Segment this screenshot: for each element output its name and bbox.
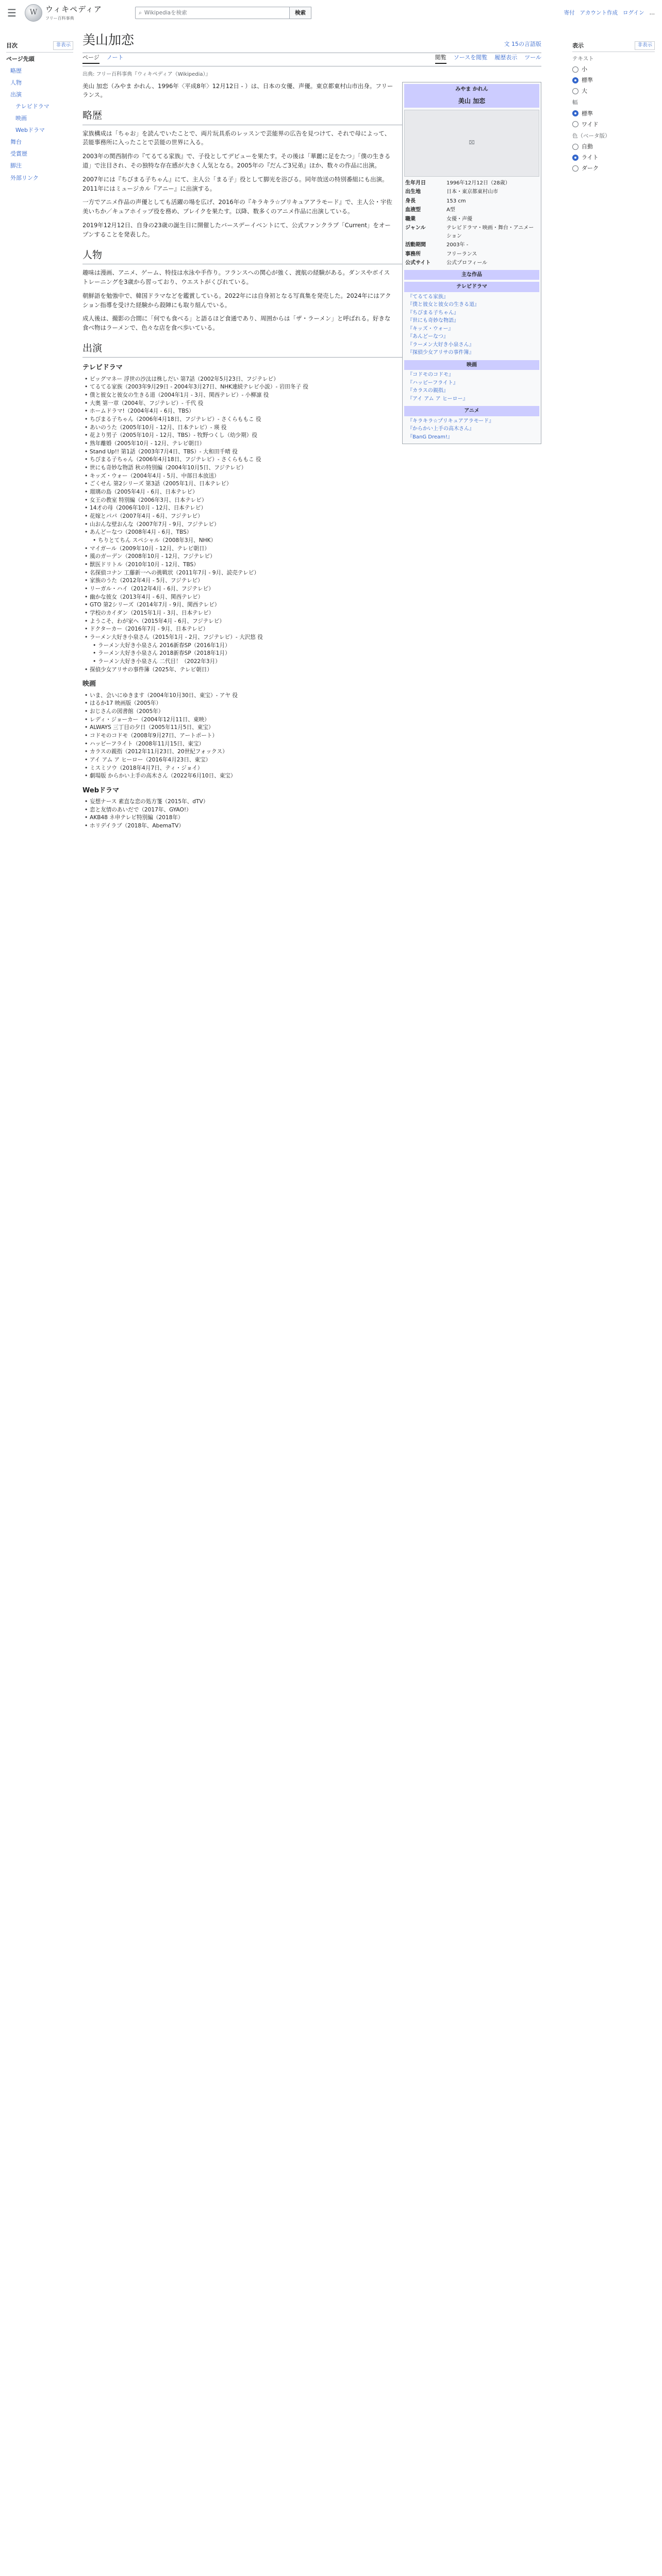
color-option[interactable] <box>572 141 655 152</box>
article-body <box>82 82 541 831</box>
toc-item[interactable]: 受賞歴 <box>10 150 27 158</box>
infobox-work-link[interactable]: 『あんどーなつ』 <box>407 334 449 340</box>
user-tool-link[interactable]: 寄付 <box>564 9 575 16</box>
tv-drama-item: • あいのうた（2005年10月 - 12月、日本テレビ）- 瑛 役 <box>82 424 541 432</box>
infobox-works-heading: 主な作品 <box>404 270 539 280</box>
infobox-value: フリーランス <box>446 251 477 257</box>
tv-drama-item: • 熟年離婚（2005年10月 - 12月、テレビ朝日） <box>82 440 541 448</box>
infobox-key: 事務所 <box>405 251 421 257</box>
career-paragraph: 一方でアニメ作品の声優としても活躍の場を広げ、2016年の『キラキラ☆プリキュアアラモード』で、主人公・宇佐美いちか／キュアホイップ役を務め、ブレイクを果たす。以降、数多くのアニメ作品に出演している。 <box>82 198 392 215</box>
tv-drama-item: • 僕と彼女と彼女の生きる道（2004年1月 - 3月、関西テレビ）- 小柳凛 役 <box>82 392 541 400</box>
subsection-web-drama: Webドラマ <box>82 786 119 794</box>
radio-icon <box>572 144 578 150</box>
toc-item[interactable]: 脚注 <box>10 162 22 170</box>
section-appearances: 出演 <box>82 341 541 358</box>
infobox-works-list <box>404 292 539 358</box>
radio-icon <box>572 110 578 116</box>
tv-drama-item: • ラーメン大好き小泉さん 二代目！（2022年3月） <box>82 658 541 666</box>
web-drama-item: • ホリデイラブ（2018年、AbemaTV） <box>82 822 541 831</box>
infobox-work-link[interactable]: 『僕と彼女と彼女の生きる道』 <box>407 302 479 308</box>
tv-drama-item: • キッズ・ウォー（2004年4月 - 5月、中部日本放送） <box>82 472 541 481</box>
infobox-work-link[interactable]: 『カラスの親指』 <box>407 388 449 394</box>
radio-icon <box>572 77 578 83</box>
career-paragraph: 2007年には『ちびまる子ちゃん』にて、主人公「まる子」役として脚光を浴びる。同年放送の特別番組にも出演。2011年にはミュージカル『アニー』に出演する。 <box>82 175 388 192</box>
page-tabs <box>82 53 541 66</box>
infobox-work-link[interactable]: 『アイ アム ア ヒーロー』 <box>407 396 468 402</box>
infobox-row <box>404 179 539 188</box>
tv-drama-item: • ちびまる子ちゃん（2006年4月18日、フジテレビ）- さくらももこ 役 <box>82 456 541 464</box>
infobox-key: 血液型 <box>405 207 421 213</box>
career-paragraph: 2003年の関西制作の『てるてる家族』で、子役としてデビューを果たす。その後は「華麗に足をたつ」「僕の生きる道」で注目され、その独特な存在感が大きく人気となる。2005年の『だんご3兄弟』ほか、数々の作品に出演。 <box>82 152 391 169</box>
width-option[interactable] <box>572 108 655 119</box>
color-option-label: ダーク <box>582 165 599 172</box>
infobox-name: 美山 加恋 <box>404 95 539 108</box>
film-item: • いま、会いにゆきます（2004年10月30日、東宝）- アヤ 役 <box>82 692 541 700</box>
toc-item[interactable]: 人物 <box>10 79 22 87</box>
user-tool-link[interactable]: ログイン <box>623 9 644 16</box>
film-item: • コドモのコドモ（2008年9月27日、アートポート） <box>82 732 541 740</box>
search-button[interactable]: 検索 <box>290 7 311 19</box>
infobox-row <box>404 197 539 206</box>
width-label: 幅 <box>572 99 578 106</box>
toc-item[interactable]: ページ先頭 <box>6 56 35 63</box>
color-label: 色（ベータ版） <box>572 132 610 139</box>
toc-item[interactable]: 出演 <box>10 91 22 98</box>
width-option-label: 標準 <box>582 110 593 117</box>
page-title: 美山加恋 文 15の言語版 <box>82 28 541 53</box>
infobox-key: 公式サイト <box>405 260 431 266</box>
career-paragraph: 2019年12月12日、自身の23歳の誕生日に開催したバースデーイベントにて、公式ファンクラブ「Current」をオープンすることを発表した。 <box>82 222 391 238</box>
infobox-row <box>404 241 539 250</box>
text-size-option[interactable] <box>572 86 655 96</box>
site-sub: 出典: フリー百科事典『ウィキペディア（Wikipedia）』 <box>82 72 211 77</box>
web-drama-item: • AKB48 ネ申テレビ特別編（2018年） <box>82 814 541 822</box>
toc-item[interactable]: テレビドラマ <box>15 103 49 110</box>
tab-action[interactable]: ソースを閲覧 <box>453 54 488 61</box>
film-item: • カラスの親指（2012年11月23日、20世紀フォックス） <box>82 748 541 756</box>
infobox-row <box>404 188 539 197</box>
color-option[interactable] <box>572 163 655 174</box>
infobox-key: ジャンル <box>405 225 426 231</box>
infobox-photo: ⌧ <box>404 110 539 177</box>
infobox-work-link[interactable]: 『探偵少女アリサの事件簿』 <box>407 350 474 356</box>
text-size-option-label: 標準 <box>582 77 593 84</box>
infobox-work-link[interactable]: 『ハッピーフライト』 <box>407 380 458 386</box>
toc-item[interactable]: Webドラマ <box>15 127 45 134</box>
tv-drama-item: • てるてる家族（2003年9月29日 - 2004年3月27日、NHK連続テレビ小説）- 岩田冬子 役 <box>82 383 541 392</box>
text-size-option[interactable] <box>572 64 655 75</box>
infobox-row <box>404 259 539 268</box>
site-header <box>0 0 662 26</box>
film-item: • おじさんの図書館（2005年） <box>82 708 541 716</box>
text-size-option-label: 小 <box>582 66 587 73</box>
logo-title: ウィキペディア <box>45 5 102 14</box>
infobox-key: 出生地 <box>405 189 421 195</box>
infobox-work-link[interactable]: 『コドモのコドモ』 <box>407 372 454 378</box>
lead-paragraph: 美山 加恋（みやま かれん、1996年〈平成8年〉12月12日 - ）は、日本の女優、声優。東京都東村山市出身。フリーランス。 <box>82 82 393 99</box>
web-drama-item: • 妄想ナース 素直な恋の処方箋（2015年、dTV） <box>82 798 541 806</box>
text-size-option[interactable] <box>572 75 655 86</box>
infobox-works-group: 映画 <box>404 360 539 370</box>
tv-drama-item: • ラーメン大好き小泉さん 2018新春SP（2018年1月） <box>82 650 541 658</box>
tv-drama-item: • 14才の母（2006年10月 - 12月、日本テレビ） <box>82 504 541 513</box>
tv-drama-item: • GTO 第2シリーズ（2014年7月 - 9月、関西テレビ） <box>82 601 541 609</box>
infobox-value: テレビドラマ・映画・舞台・アニメーション <box>446 225 534 239</box>
radio-icon <box>572 88 578 94</box>
infobox-row <box>404 206 539 215</box>
tv-drama-item: • 学校のカイダン（2015年1月 - 3月、日本テレビ） <box>82 609 541 618</box>
tab-action[interactable]: 閲覧 <box>435 53 446 64</box>
tv-drama-item: • 獣医ドリトル（2010年10月 - 12月、TBS） <box>82 561 541 569</box>
infobox-work-link[interactable]: 『BanG Dream!』 <box>407 434 453 440</box>
infobox-key: 職業 <box>405 216 416 222</box>
tab-action[interactable]: 履歴表示 <box>494 54 518 61</box>
film-item: • 劇場版 からかい上手の高木さん（2022年6月10日、東宝） <box>82 772 541 781</box>
person-paragraph: 趣味は漫画、アニメ、ゲーム、特技は水泳や手作り。フランスへの関心が強く、渡航の経験がある。ダンスやボイストレーニングを3歳から習っており、ウエストがくびれている。 <box>82 269 390 285</box>
person-paragraph: 成人後は、撮影の合間に「何でも食べる」と語るほど食通であり、周囲からは「ザ・ラーメン」と呼ばれる。好きな食べ物はラーメンで、色々な店を食べ歩いている。 <box>82 315 391 332</box>
infobox-value: 女優・声優 <box>446 216 472 222</box>
infobox-name-kana: みやま かれん <box>404 84 539 95</box>
text-size-option-label: 大 <box>582 88 587 95</box>
logo-subtitle: フリー百科事典 <box>45 16 74 21</box>
infobox-work-link[interactable]: 『てるてる家族』 <box>407 294 449 300</box>
tv-drama-item: • 女王の教室 特別編（2006年3月、日本テレビ） <box>82 497 541 505</box>
width-option-label: ワイド <box>582 121 599 128</box>
infobox-work-link[interactable]: 『からかい上手の高木さん』 <box>407 426 474 432</box>
toc-item[interactable]: 映画 <box>15 115 27 122</box>
radio-icon <box>572 121 578 127</box>
color-option-label: ライト <box>582 154 599 161</box>
infobox-value: 公式プロフィール <box>446 260 487 266</box>
tv-drama-item: • 風のガーデン（2008年10月 - 12月、フジテレビ） <box>82 553 541 561</box>
search-icon: ⌕ <box>139 9 142 16</box>
more-tools-icon[interactable]: … <box>649 9 655 16</box>
tv-drama-item: • Stand Up!! 第1話（2003年7月4日、TBS）- 大和田千晴 役 <box>82 448 541 456</box>
infobox-value: A型 <box>446 207 455 213</box>
appearance-heading: 表示 非表示 <box>572 41 655 52</box>
infobox-key: 生年月日 <box>405 180 426 186</box>
tv-drama-item: • ようこそ、わが家へ（2015年4月 - 6月、フジテレビ） <box>82 618 541 626</box>
infobox-value: 日本・東京都東村山市 <box>446 189 498 195</box>
toc-item[interactable]: 外部リンク <box>10 174 39 181</box>
subsection-film: 映画 <box>82 680 96 688</box>
infobox-value: 1996年12月12日（28歳） <box>446 180 510 186</box>
infobox-works-group: アニメ <box>404 406 539 416</box>
radio-icon <box>572 165 578 172</box>
infobox-key: 身長 <box>405 198 416 204</box>
radio-icon <box>572 66 578 73</box>
tv-drama-item: • ラーメン大好き小泉さん（2015年1月 - 2月、フジテレビ）- 大沢悠 役 <box>82 634 541 642</box>
tv-drama-item: • 花嫁とパパ（2007年4月 - 6月、フジテレビ） <box>82 513 541 521</box>
tv-drama-item: • ドクターカー（2016年7月 - 9月、日本テレビ） <box>82 625 541 634</box>
toc-item[interactable]: 略歴 <box>10 67 22 75</box>
film-item: • ハッピーフライト（2008年11月15日、東宝） <box>82 740 541 749</box>
film-item: • アイ アム ア ヒーロー（2016年4月23日、東宝） <box>82 756 541 765</box>
user-tool-link[interactable]: アカウント作成 <box>580 9 618 16</box>
toc-hide-button[interactable]: 非表示 <box>53 41 73 50</box>
tab-page[interactable]: ページ <box>82 53 100 64</box>
infobox-work-link[interactable]: 『ラーメン大好き小泉さん』 <box>407 342 474 348</box>
color-option[interactable] <box>572 152 655 163</box>
tv-drama-item: • リーガル・ハイ（2012年4月 - 6月、フジテレビ） <box>82 585 541 594</box>
infobox-work-link[interactable]: 『キラキラ☆プリキュアアラモード』 <box>407 418 494 424</box>
toc-heading: 目次 非表示 <box>6 41 73 53</box>
toc-item[interactable]: 舞台 <box>10 139 22 146</box>
main-menu-icon[interactable]: ☰ <box>7 6 16 19</box>
section-career: 略歴 <box>82 108 541 125</box>
infobox-works-group: テレビドラマ <box>404 282 539 292</box>
web-drama-item: • 恋と友情のあいだで（2017年、GYAO!） <box>82 806 541 815</box>
text-size-label: テキスト <box>572 56 594 62</box>
tv-drama-item: • ビッグマネー 浮世の沙汰は株しだい 第7話（2002年5月23日、フジテレビ） <box>82 376 541 384</box>
wikipedia-logo[interactable] <box>25 4 128 22</box>
tv-drama-item: • 瑠璃の島（2005年4月 - 6月、日本テレビ） <box>82 488 541 497</box>
tv-drama-item: • あんどーなつ（2008年4月 - 6月、TBS） <box>82 529 541 537</box>
tv-drama-item: • ちりとてちん スペシャル（2008年3月、NHK） <box>82 537 541 545</box>
tv-drama-item: • 大奥 第一章（2004年、フジテレビ）- 千代 役 <box>82 400 541 408</box>
person-paragraph: 朝鮮語を勉強中で、韓国ドラマなどを鑑賞している。2022年には自身初となる写真集を発売した。2024年にはアクション指導を受けた経験から殺陣にも取り組んでいる。 <box>82 292 391 309</box>
section-person: 人物 <box>82 248 541 264</box>
radio-icon <box>572 155 578 161</box>
appearance-hide-button[interactable]: 非表示 <box>635 41 655 50</box>
infobox-value: 2003年 - <box>446 242 469 248</box>
tab-action[interactable]: ツール <box>524 54 541 61</box>
tv-drama-item: • 幽かな彼女（2013年4月 - 6月、関西テレビ） <box>82 594 541 602</box>
infobox-key: 活動期間 <box>405 242 426 248</box>
language-button[interactable]: 文 15の言語版 <box>504 40 541 47</box>
appearance-panel <box>572 41 655 181</box>
tv-drama-item: • 世にも奇妙な物語 秋の特別編（2004年10月5日、フジテレビ） <box>82 464 541 472</box>
tv-drama-item: • ホームドラマ!（2004年4月 - 6月、TBS） <box>82 408 541 416</box>
width-option[interactable] <box>572 119 655 130</box>
infobox-work-link[interactable]: 『キッズ・ウォー』 <box>407 326 454 332</box>
film-item: • はるか17 映画版（2005年） <box>82 700 541 708</box>
infobox-value: 153 cm <box>446 198 466 204</box>
infobox-row <box>404 250 539 259</box>
tv-drama-item: • 家族のうた（2012年4月 - 5月、フジテレビ） <box>82 577 541 585</box>
tv-drama-item: • 花より男子（2005年10月 - 12月、TBS）- 牧野つくし（幼少期）役 <box>82 432 541 440</box>
tv-drama-item: • 名探偵コナン 工藤新一への挑戦状（2011年7月 - 9月、読売テレビ） <box>82 569 541 578</box>
infobox-row <box>404 224 539 241</box>
film-item: • ALWAYS 三丁目の夕日（2005年11月5日、東宝） <box>82 724 541 732</box>
film-list <box>82 692 541 781</box>
web-drama-list <box>82 798 541 831</box>
tv-drama-item: • マイガール（2009年10月 - 12月、テレビ朝日） <box>82 545 541 553</box>
main-content <box>82 28 541 833</box>
user-tools <box>564 9 655 17</box>
infobox-work-link[interactable]: 『世にも奇妙な物語』 <box>407 318 459 324</box>
film-item: • レディ・ジョーカー（2004年12月11日、東映） <box>82 716 541 724</box>
tv-drama-item: • 山おんな壁おんな（2007年7月 - 9月、フジテレビ） <box>82 521 541 529</box>
search-input[interactable]: ⌕ Wikipediaを検索 <box>135 7 290 19</box>
film-item: • ミスミソウ（2018年4月7日、ティ・ジョイ） <box>82 765 541 773</box>
tv-drama-item: • 探偵少女アリサの事件簿（2025年、テレビ朝日） <box>82 666 541 674</box>
career-paragraph: 家族構成は「ちゃお」を読んでいたことで、両片玩具系のレッスンで芸能界の広告を見つけて、それで母によって、芸能事務所に入ったことで芸能の世界に入る。 <box>82 129 391 146</box>
search-form <box>135 7 311 19</box>
table-of-contents <box>6 41 73 183</box>
tv-drama-list <box>82 376 541 674</box>
globe-icon: W <box>25 4 42 22</box>
subsection-tv-drama: テレビドラマ <box>82 364 123 372</box>
color-option-label: 自動 <box>582 143 593 150</box>
tab-talk[interactable]: ノート <box>106 54 124 61</box>
tv-drama-item: • ラーメン大好き小泉さん 2016新春SP（2016年1月） <box>82 642 541 650</box>
tv-drama-item: • ごくせん 第2シリーズ 第3話（2005年1月、日本テレビ） <box>82 480 541 488</box>
infobox-work-link[interactable]: 『ちびまる子ちゃん』 <box>407 310 459 316</box>
tv-drama-item: • ちびまる子ちゃん（2006年4月18日、フジテレビ）- さくらももこ 役 <box>82 416 541 424</box>
infobox-row <box>404 215 539 224</box>
